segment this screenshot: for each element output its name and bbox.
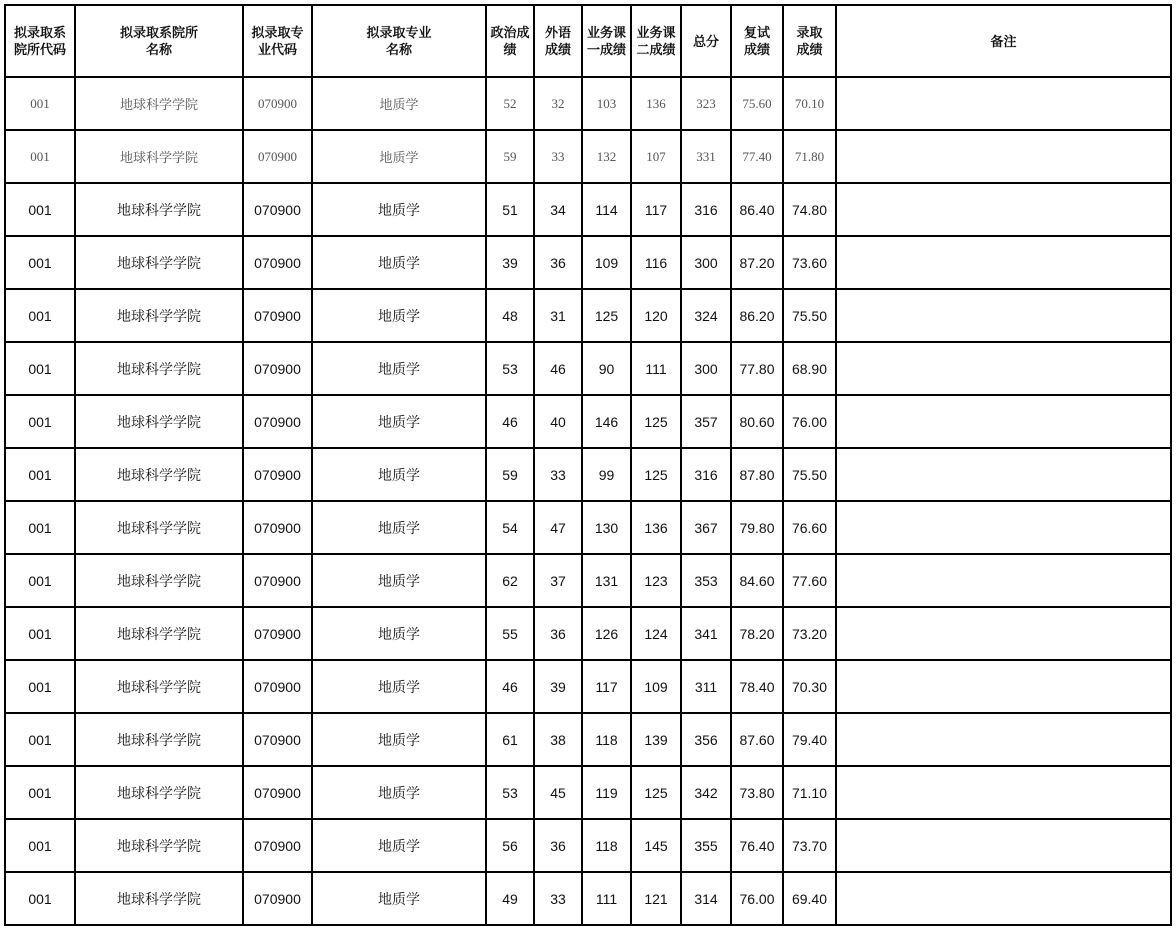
cell-remarks (836, 713, 1171, 766)
cell-total-score: 300 (681, 236, 731, 289)
cell-admission-score: 79.40 (783, 713, 836, 766)
cell-dept-code: 001 (5, 713, 75, 766)
cell-major-code: 070900 (243, 713, 312, 766)
cell-major-name: 地质学 (312, 766, 486, 819)
cell-retest-score: 80.60 (731, 395, 783, 448)
cell-course2-score: 120 (631, 289, 681, 342)
cell-retest-score: 78.40 (731, 660, 783, 713)
cell-politics-score: 56 (486, 819, 534, 872)
cell-major-name: 地质学 (312, 130, 486, 183)
cell-retest-score: 76.00 (731, 872, 783, 925)
cell-admission-score: 73.60 (783, 236, 836, 289)
cell-major-name: 地质学 (312, 872, 486, 925)
table-row (5, 501, 1171, 554)
cell-language-score: 37 (534, 554, 582, 607)
cell-dept-code: 001 (5, 289, 75, 342)
cell-major-name: 地质学 (312, 342, 486, 395)
cell-major-code: 070900 (243, 501, 312, 554)
table-row (5, 342, 1171, 395)
cell-total-score: 341 (681, 607, 731, 660)
cell-dept-name: 地球科学学院 (75, 342, 243, 395)
cell-admission-score: 75.50 (783, 448, 836, 501)
cell-politics-score: 59 (486, 130, 534, 183)
cell-major-name: 地质学 (312, 554, 486, 607)
header-major-name: 拟录取专业 名称 (312, 5, 486, 77)
cell-total-score: 324 (681, 289, 731, 342)
cell-major-code: 070900 (243, 448, 312, 501)
cell-course1-score: 103 (582, 77, 631, 130)
cell-language-score: 36 (534, 819, 582, 872)
cell-politics-score: 61 (486, 713, 534, 766)
table-row (5, 660, 1171, 713)
cell-politics-score: 48 (486, 289, 534, 342)
cell-major-name: 地质学 (312, 660, 486, 713)
cell-remarks (836, 289, 1171, 342)
cell-retest-score: 75.60 (731, 77, 783, 130)
cell-admission-score: 73.70 (783, 819, 836, 872)
cell-remarks (836, 130, 1171, 183)
cell-language-score: 31 (534, 289, 582, 342)
cell-course1-score: 111 (582, 872, 631, 925)
cell-course2-score: 121 (631, 872, 681, 925)
cell-dept-name: 地球科学学院 (75, 766, 243, 819)
cell-politics-score: 54 (486, 501, 534, 554)
table-row (5, 289, 1171, 342)
cell-dept-name: 地球科学学院 (75, 395, 243, 448)
table-row (5, 448, 1171, 501)
cell-course2-score: 125 (631, 766, 681, 819)
header-course2-score: 业务课 二成绩 (631, 5, 681, 77)
cell-language-score: 47 (534, 501, 582, 554)
table-row (5, 236, 1171, 289)
cell-major-name: 地质学 (312, 448, 486, 501)
cell-major-name: 地质学 (312, 77, 486, 130)
cell-remarks (836, 395, 1171, 448)
cell-dept-code: 001 (5, 183, 75, 236)
cell-politics-score: 51 (486, 183, 534, 236)
cell-course1-score: 118 (582, 819, 631, 872)
cell-course2-score: 107 (631, 130, 681, 183)
cell-major-code: 070900 (243, 554, 312, 607)
header-language-score: 外语 成绩 (534, 5, 582, 77)
cell-course1-score: 119 (582, 766, 631, 819)
cell-course1-score: 109 (582, 236, 631, 289)
cell-language-score: 46 (534, 342, 582, 395)
cell-language-score: 33 (534, 130, 582, 183)
header-admission-score: 录取 成绩 (783, 5, 836, 77)
cell-admission-score: 76.00 (783, 395, 836, 448)
cell-dept-name: 地球科学学院 (75, 501, 243, 554)
cell-course1-score: 131 (582, 554, 631, 607)
cell-course1-score: 117 (582, 660, 631, 713)
cell-politics-score: 46 (486, 395, 534, 448)
cell-politics-score: 53 (486, 766, 534, 819)
cell-remarks (836, 819, 1171, 872)
cell-total-score: 314 (681, 872, 731, 925)
cell-total-score: 342 (681, 766, 731, 819)
header-dept-name: 拟录取系院所 名称 (75, 5, 243, 77)
cell-retest-score: 87.60 (731, 713, 783, 766)
cell-language-score: 33 (534, 448, 582, 501)
cell-course2-score: 116 (631, 236, 681, 289)
cell-admission-score: 70.30 (783, 660, 836, 713)
cell-major-name: 地质学 (312, 395, 486, 448)
cell-major-code: 070900 (243, 872, 312, 925)
cell-politics-score: 52 (486, 77, 534, 130)
table-row (5, 819, 1171, 872)
cell-major-name: 地质学 (312, 607, 486, 660)
cell-course1-score: 114 (582, 183, 631, 236)
cell-remarks (836, 77, 1171, 130)
cell-language-score: 45 (534, 766, 582, 819)
cell-course1-score: 146 (582, 395, 631, 448)
cell-major-name: 地质学 (312, 183, 486, 236)
cell-remarks (836, 183, 1171, 236)
cell-remarks (836, 872, 1171, 925)
cell-total-score: 311 (681, 660, 731, 713)
cell-dept-name: 地球科学学院 (75, 607, 243, 660)
cell-language-score: 34 (534, 183, 582, 236)
cell-dept-code: 001 (5, 766, 75, 819)
cell-course1-score: 90 (582, 342, 631, 395)
cell-dept-name: 地球科学学院 (75, 183, 243, 236)
cell-retest-score: 73.80 (731, 766, 783, 819)
cell-dept-code: 001 (5, 819, 75, 872)
cell-admission-score: 76.60 (783, 501, 836, 554)
cell-course2-score: 145 (631, 819, 681, 872)
cell-major-name: 地质学 (312, 289, 486, 342)
admission-sheet (4, 4, 1172, 926)
table-row (5, 554, 1171, 607)
table-row (5, 183, 1171, 236)
cell-dept-code: 001 (5, 448, 75, 501)
cell-total-score: 316 (681, 183, 731, 236)
cell-dept-code: 001 (5, 342, 75, 395)
cell-major-code: 070900 (243, 236, 312, 289)
cell-total-score: 357 (681, 395, 731, 448)
cell-politics-score: 53 (486, 342, 534, 395)
cell-major-code: 070900 (243, 183, 312, 236)
admission-table (4, 4, 1172, 926)
cell-course1-score: 126 (582, 607, 631, 660)
cell-total-score: 353 (681, 554, 731, 607)
cell-politics-score: 46 (486, 660, 534, 713)
cell-course2-score: 136 (631, 501, 681, 554)
cell-admission-score: 70.10 (783, 77, 836, 130)
cell-total-score: 300 (681, 342, 731, 395)
table-row (5, 872, 1171, 925)
cell-dept-name: 地球科学学院 (75, 77, 243, 130)
cell-retest-score: 79.80 (731, 501, 783, 554)
cell-politics-score: 49 (486, 872, 534, 925)
cell-admission-score: 71.10 (783, 766, 836, 819)
cell-retest-score: 87.20 (731, 236, 783, 289)
cell-retest-score: 84.60 (731, 554, 783, 607)
header-retest-score: 复试 成绩 (731, 5, 783, 77)
cell-retest-score: 76.40 (731, 819, 783, 872)
cell-total-score: 367 (681, 501, 731, 554)
cell-language-score: 36 (534, 236, 582, 289)
cell-course2-score: 125 (631, 395, 681, 448)
cell-dept-code: 001 (5, 395, 75, 448)
cell-major-name: 地质学 (312, 501, 486, 554)
cell-dept-code: 001 (5, 77, 75, 130)
cell-remarks (836, 501, 1171, 554)
cell-remarks (836, 554, 1171, 607)
cell-major-code: 070900 (243, 342, 312, 395)
cell-dept-name: 地球科学学院 (75, 713, 243, 766)
cell-language-score: 38 (534, 713, 582, 766)
cell-dept-name: 地球科学学院 (75, 660, 243, 713)
cell-remarks (836, 448, 1171, 501)
table-row (5, 766, 1171, 819)
cell-politics-score: 59 (486, 448, 534, 501)
header-course1-score: 业务课 一成绩 (582, 5, 631, 77)
cell-dept-code: 001 (5, 607, 75, 660)
cell-total-score: 356 (681, 713, 731, 766)
table-row (5, 130, 1171, 183)
cell-admission-score: 71.80 (783, 130, 836, 183)
cell-language-score: 39 (534, 660, 582, 713)
cell-remarks (836, 236, 1171, 289)
cell-total-score: 331 (681, 130, 731, 183)
cell-course1-score: 125 (582, 289, 631, 342)
table-row (5, 607, 1171, 660)
cell-course1-score: 130 (582, 501, 631, 554)
cell-remarks (836, 607, 1171, 660)
cell-politics-score: 62 (486, 554, 534, 607)
cell-language-score: 40 (534, 395, 582, 448)
cell-language-score: 36 (534, 607, 582, 660)
cell-major-name: 地质学 (312, 236, 486, 289)
cell-language-score: 32 (534, 77, 582, 130)
cell-retest-score: 86.40 (731, 183, 783, 236)
table-row (5, 713, 1171, 766)
cell-retest-score: 77.80 (731, 342, 783, 395)
cell-retest-score: 86.20 (731, 289, 783, 342)
cell-dept-name: 地球科学学院 (75, 819, 243, 872)
cell-dept-name: 地球科学学院 (75, 872, 243, 925)
cell-politics-score: 39 (486, 236, 534, 289)
header-politics-score: 政治成 绩 (486, 5, 534, 77)
header-dept-code: 拟录取系 院所代码 (5, 5, 75, 77)
cell-dept-name: 地球科学学院 (75, 554, 243, 607)
cell-remarks (836, 766, 1171, 819)
table-row (5, 77, 1171, 130)
cell-course2-score: 136 (631, 77, 681, 130)
cell-course2-score: 139 (631, 713, 681, 766)
cell-major-code: 070900 (243, 289, 312, 342)
cell-major-code: 070900 (243, 819, 312, 872)
table-row (5, 395, 1171, 448)
cell-course1-score: 99 (582, 448, 631, 501)
cell-major-code: 070900 (243, 766, 312, 819)
cell-course2-score: 111 (631, 342, 681, 395)
cell-dept-code: 001 (5, 236, 75, 289)
cell-dept-name: 地球科学学院 (75, 130, 243, 183)
cell-major-name: 地质学 (312, 819, 486, 872)
cell-dept-code: 001 (5, 660, 75, 713)
header-total-score: 总分 (681, 5, 731, 77)
cell-course2-score: 124 (631, 607, 681, 660)
cell-major-name: 地质学 (312, 713, 486, 766)
header-major-code: 拟录取专 业代码 (243, 5, 312, 77)
cell-dept-code: 001 (5, 501, 75, 554)
cell-total-score: 355 (681, 819, 731, 872)
cell-retest-score: 77.40 (731, 130, 783, 183)
cell-admission-score: 68.90 (783, 342, 836, 395)
cell-major-code: 070900 (243, 130, 312, 183)
cell-course2-score: 117 (631, 183, 681, 236)
cell-politics-score: 55 (486, 607, 534, 660)
cell-dept-name: 地球科学学院 (75, 289, 243, 342)
header-remarks: 备注 (836, 5, 1171, 77)
table-body (5, 77, 1171, 925)
cell-total-score: 316 (681, 448, 731, 501)
cell-remarks (836, 660, 1171, 713)
cell-major-code: 070900 (243, 77, 312, 130)
cell-remarks (836, 342, 1171, 395)
cell-admission-score: 73.20 (783, 607, 836, 660)
cell-total-score: 323 (681, 77, 731, 130)
cell-dept-code: 001 (5, 130, 75, 183)
cell-admission-score: 77.60 (783, 554, 836, 607)
cell-dept-code: 001 (5, 872, 75, 925)
cell-retest-score: 87.80 (731, 448, 783, 501)
cell-course2-score: 123 (631, 554, 681, 607)
cell-major-code: 070900 (243, 395, 312, 448)
cell-course2-score: 125 (631, 448, 681, 501)
cell-course2-score: 109 (631, 660, 681, 713)
cell-admission-score: 69.40 (783, 872, 836, 925)
cell-dept-name: 地球科学学院 (75, 236, 243, 289)
cell-dept-name: 地球科学学院 (75, 448, 243, 501)
cell-language-score: 33 (534, 872, 582, 925)
cell-dept-code: 001 (5, 554, 75, 607)
cell-course1-score: 132 (582, 130, 631, 183)
cell-admission-score: 75.50 (783, 289, 836, 342)
cell-major-code: 070900 (243, 607, 312, 660)
cell-course1-score: 118 (582, 713, 631, 766)
cell-retest-score: 78.20 (731, 607, 783, 660)
header-row (5, 5, 1171, 77)
cell-admission-score: 74.80 (783, 183, 836, 236)
cell-major-code: 070900 (243, 660, 312, 713)
